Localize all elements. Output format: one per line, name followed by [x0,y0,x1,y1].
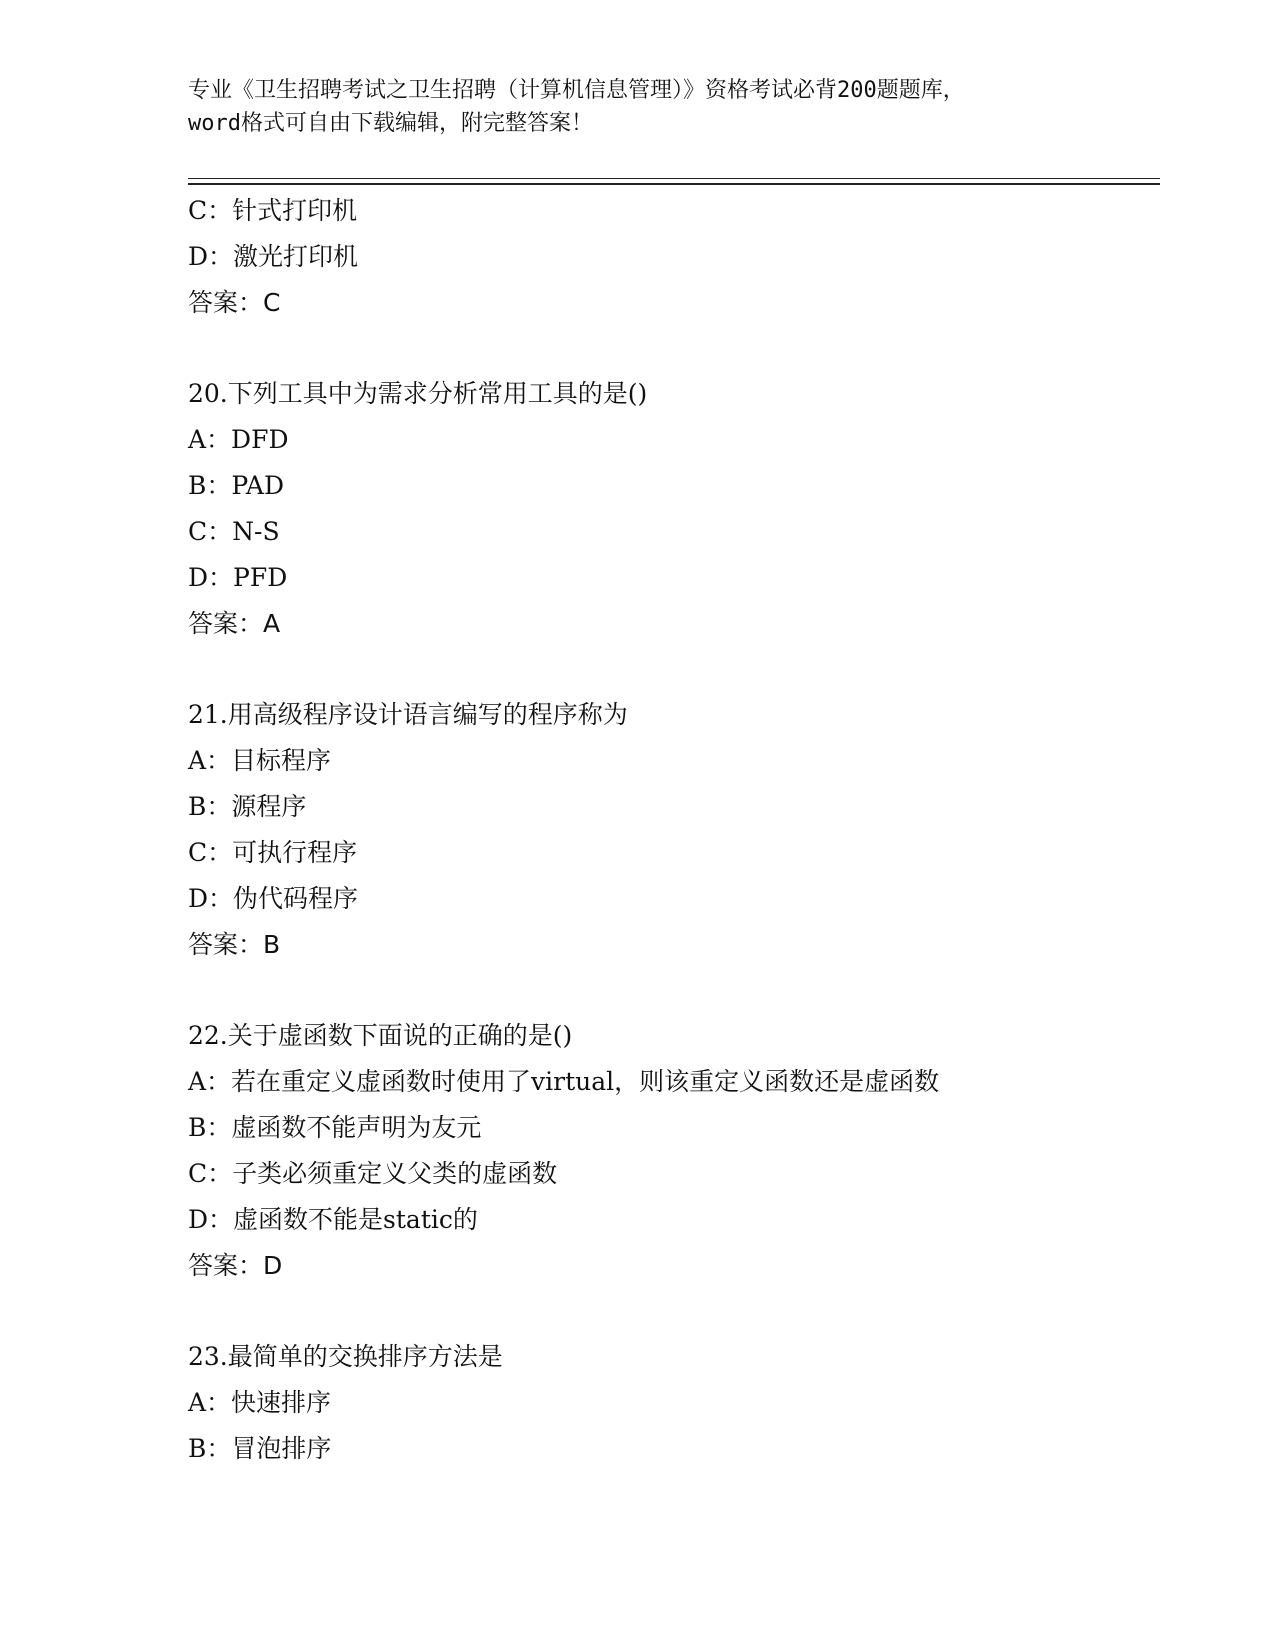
option-d: D：伪代码程序 [188,884,359,913]
option-c: C：可执行程序 [188,838,358,867]
answer-line: 答案：D [188,1251,283,1280]
question-list [188,188,1168,1472]
header-title-line-1: 专业《卫生招聘考试之卫生招聘（计算机信息管理）》资格考试必背200题题库， [188,78,965,103]
answer-line: 答案：C [188,288,281,317]
header-divider-top [188,178,1160,179]
option-d: D：激光打印机 [188,242,359,271]
question-text: 21.用高级程序设计语言编写的程序称为 [188,700,628,729]
answer-line: 答案：B [188,930,281,959]
option-d: D：虚函数不能是static的 [188,1205,478,1234]
question-text: 20.下列工具中为需求分析常用工具的是() [188,379,648,408]
question-block-21 [188,692,1168,968]
option-c: C：子类必须重定义父类的虚函数 [188,1159,558,1188]
question-block-20 [188,371,1168,647]
question-text: 22.关于虚函数下面说的正确的是() [188,1021,573,1050]
option-a: A：若在重定义虚函数时使用了virtual，则该重定义函数还是虚函数 [188,1067,940,1096]
header-title-line-2: word格式可自由下载编辑，附完整答案！ [188,111,593,136]
question-text: 23.最简单的交换排序方法是 [188,1342,503,1371]
question-block-19 [188,188,1168,326]
option-b: B：PAD [188,471,284,500]
option-a: A：快速排序 [188,1388,332,1417]
question-block-22 [188,1013,1168,1289]
document-header [188,74,1088,140]
option-a: A：DFD [188,425,289,454]
option-b: B：虚函数不能声明为友元 [188,1113,482,1142]
header-divider-bottom [188,183,1160,185]
question-block-23 [188,1334,1168,1472]
option-a: A：目标程序 [188,746,332,775]
option-d: D：PFD [188,563,288,592]
answer-line: 答案：A [188,609,281,638]
option-c: C：N-S [188,517,280,546]
option-b: B：源程序 [188,792,307,821]
option-b: B：冒泡排序 [188,1434,332,1463]
option-c: C：针式打印机 [188,196,358,225]
